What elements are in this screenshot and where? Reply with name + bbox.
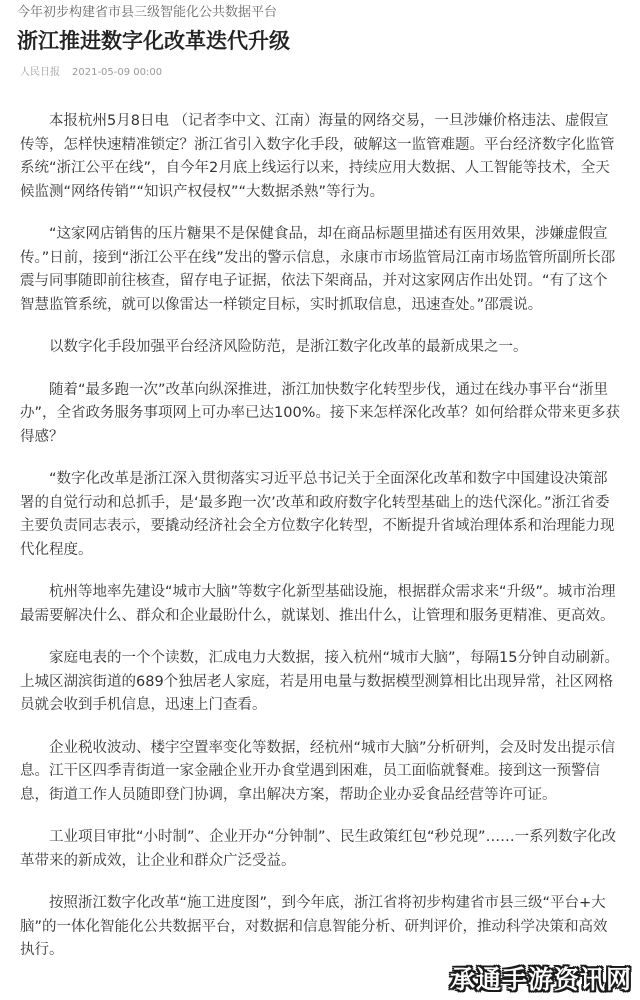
article-paragraph: 工业项目审批“小时制”、企业开办“分钟制”、民生政策红包“秒兑现”……一系列数字化改革带来的新成效，让企业和群众广泛受益。 xyxy=(20,829,617,869)
article-source: 人民日报 xyxy=(20,67,60,78)
article-paragraph: 随着“最多跑一次”改革向纵深推进，浙江加快数字化转型步伐，通过在线办事平台“浙里办”，全省政务服务事项网上可办率已达100%。接下来怎样深化改革？如何给群众带来更多获得感？ xyxy=(20,381,620,445)
article-paragraph: 本报杭州5月8日电 （记者李中文、江南）海量的网络交易，一旦涉嫌价格违法、虚假宣传等，怎样快速精准锁定？浙江省引入数字化手段，破解这一监管难题。平台经济数字化监管系统“浙江公平在线”，自今年2月底上线运行以来，持续应用大数据、人工智能等技术，全天候监测“网络传销”“知识产权侵权”“大数据杀熟”等行为。 xyxy=(20,113,615,200)
article-body xyxy=(20,110,620,982)
article-paragraph: 按照浙江数字化改革“施工进度图”，到今年底，浙江省将初步构建省市县三级“平台+大脑”的一体化智能化公共数据平台，对数据和信息智能分析、研判评价，推动科学决策和高效执行。 xyxy=(20,895,608,958)
article-title: 浙江推进数字化改革迭代升级 xyxy=(17,29,290,53)
article-kicker: 今年初步构建省市县三级智能化公共数据平台 xyxy=(17,5,278,20)
article-meta xyxy=(20,66,162,80)
article-date: 2021-05-09 00:00 xyxy=(72,67,163,78)
article-paragraph: 杭州等地率先建设“城市大脑”等数字化新型基础设施，根据群众需求来“升级”。城市治理最需要解决什么、群众和企业最盼什么，就谋划、推出什么，让管理和服务更精准、更高效。 xyxy=(20,584,616,624)
article-paragraph: “这家网店销售的压片糖果不是保健食品，却在商品标题里描述有医用效果，涉嫌虚假宣传。”日前，接到“浙江公平在线”发出的警示信息，永康市市场监管局江南市场监管所副所长邵震与同事随即前往核查，留存电子证据，依法下架商品，并对这家网店作出处罚。“有了这个智慧监管系统，就可以像雷达一样锁定目标，实时抓取信息，迅速查处。”邵震说。 xyxy=(20,226,616,313)
article-paragraph: “数字化改革是浙江深入贯彻落实习近平总书记关于全面深化改革和数字中国建设决策部署的自觉行动和总抓手，是‘最多跑一次’改革和政府数字化转型基础上的迭代深化。”浙江省委主要负责同志表示，要撬动经济社会全方位数字化转型，不断提升省域治理体系和治理能力现代化程度。 xyxy=(20,471,615,558)
article-paragraph: 以数字化手段加强平台经济风险防范，是浙江数字化改革的最新成果之一。 xyxy=(49,339,528,355)
article-paragraph: 企业税收波动、楼宇空置率变化等数据，经杭州“城市大脑”分析研判，会及时发出提示信息。江干区四季青街道一家金融企业开办食堂遇到困难，员工面临就餐难。接到这一预警信息，街道工作人员随即登门协调，拿出解决方案，帮助企业办妥食品经营等许可证。 xyxy=(20,739,616,803)
site-watermark: 承通手游资讯网 xyxy=(449,965,632,994)
article-paragraph: 家庭电表的一个个读数，汇成电力大数据，接入杭州“城市大脑”，每隔15分钟自动刷新。上城区湖滨街道的689个独居老人家庭，若是用电量与数据模型测算相比出现异常，社区网格员就会收到手机信息，迅速上门查看。 xyxy=(20,650,619,713)
